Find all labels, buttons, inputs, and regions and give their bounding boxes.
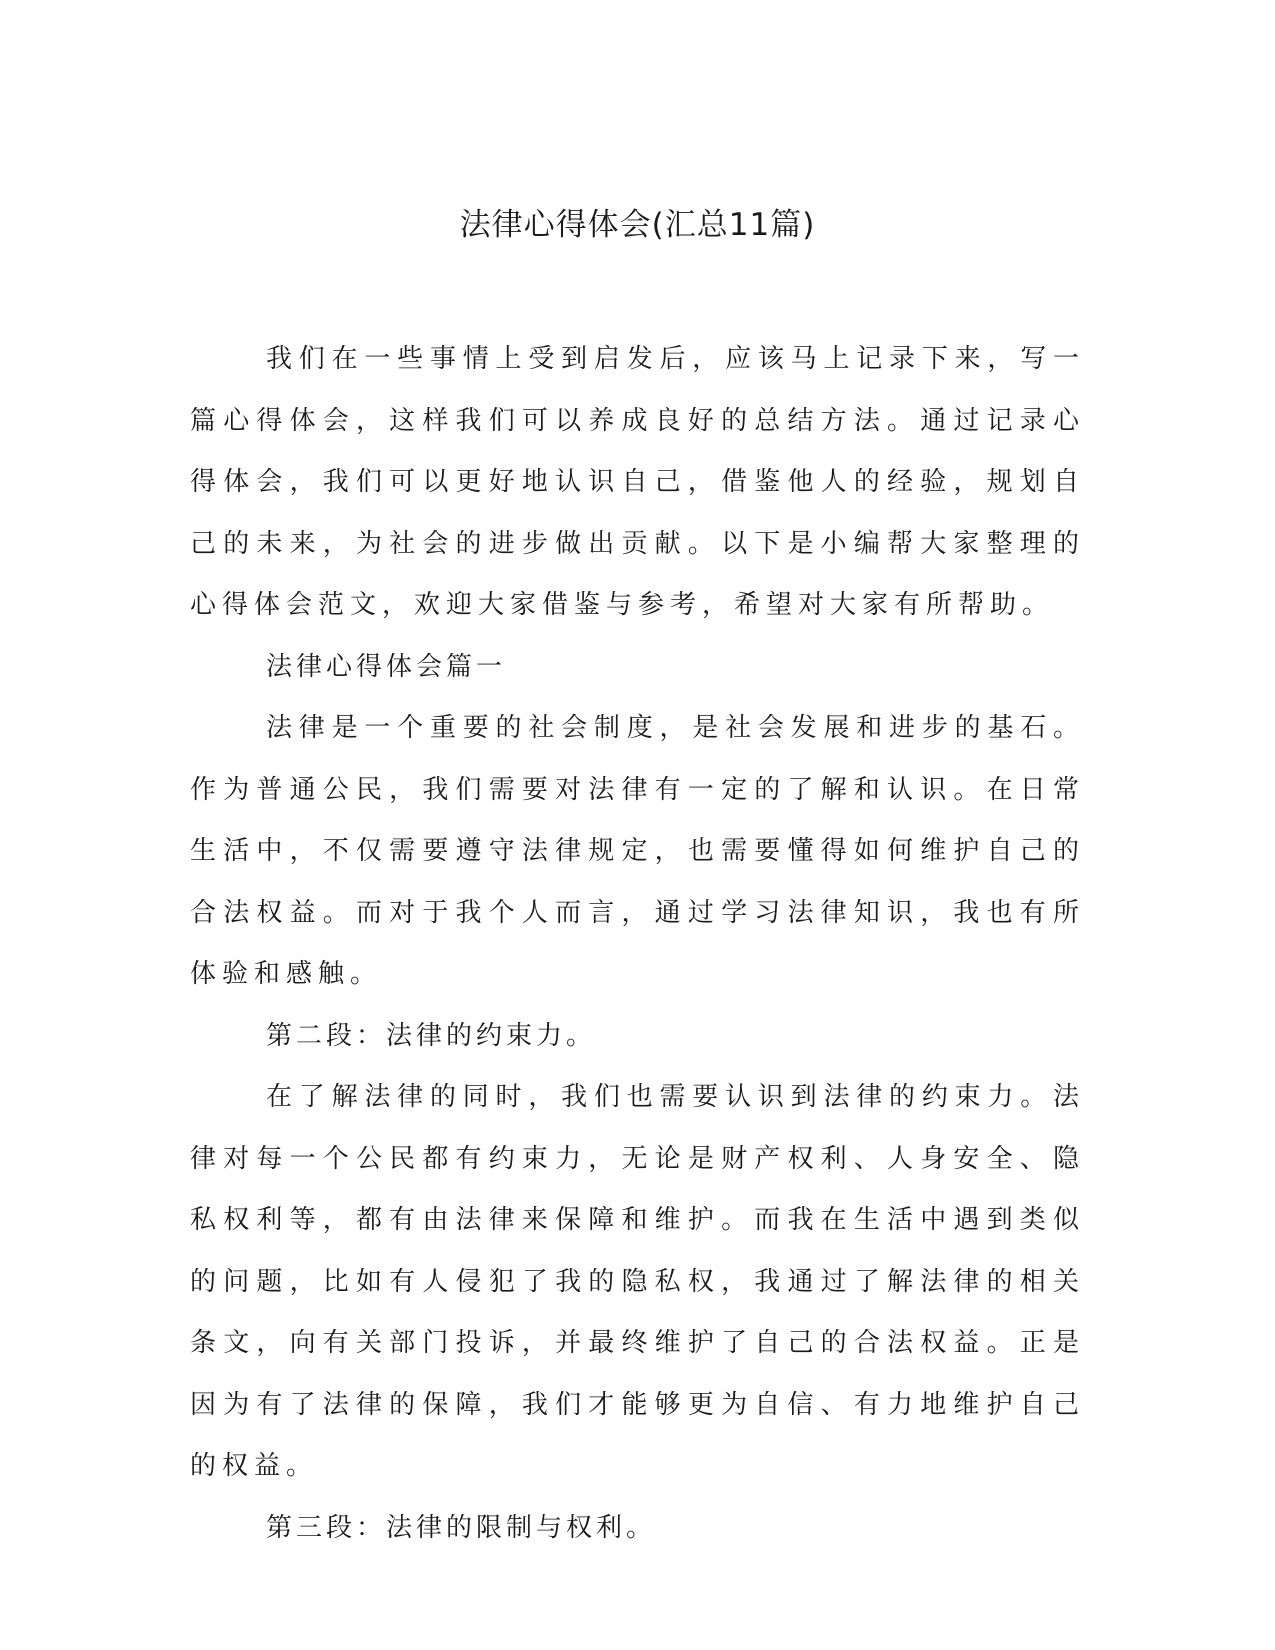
intro-paragraph: 我们在一些事情上受到启发后，应该马上记录下来，写一篇心得体会，这样我们可以养成良好的总结方法。通过记录心得体会，我们可以更好地认识自己，借鉴他人的经验，规划自己的未来，为社会的进步做出贡献。以下是小编帮大家整理的心得体会范文，欢迎大家借鉴与参考，希望对大家有所帮助。 — [190, 344, 1085, 620]
section-heading-third: 第三段：法律的限制与权利。 — [266, 1512, 657, 1543]
body-paragraph: 法律是一个重要的社会制度，是社会发展和进步的基石。作为普通公民，我们需要对法律有一定的了解和认识。在日常生活中，不仅需要遵守法律规定，也需要懂得如何维护自己的合法权益。而对于我个人而言，通过学习法律知识，我也有所体验和感触。 — [190, 713, 1085, 989]
document-body — [190, 329, 1085, 1559]
section-heading-part-one: 法律心得体会篇一 — [266, 651, 507, 682]
body-paragraph: 在了解法律的同时，我们也需要认识到法律的约束力。法律对每一个公民都有约束力，无论是财产权利、人身安全、隐私权利等，都有由法律来保障和维护。而我在生活中遇到类似的问题，比如有人侵犯了我的隐私权，我通过了解法律的相关条文，向有关部门投诉，并最终维护了自己的合法权益。正是因为有了法律的保障，我们才能够更为自信、有力地维护自己的权益。 — [190, 1082, 1085, 1481]
section-heading-second: 第二段：法律的约束力。 — [266, 1020, 597, 1051]
document-title: 法律心得体会(汇总11篇) — [459, 207, 816, 243]
